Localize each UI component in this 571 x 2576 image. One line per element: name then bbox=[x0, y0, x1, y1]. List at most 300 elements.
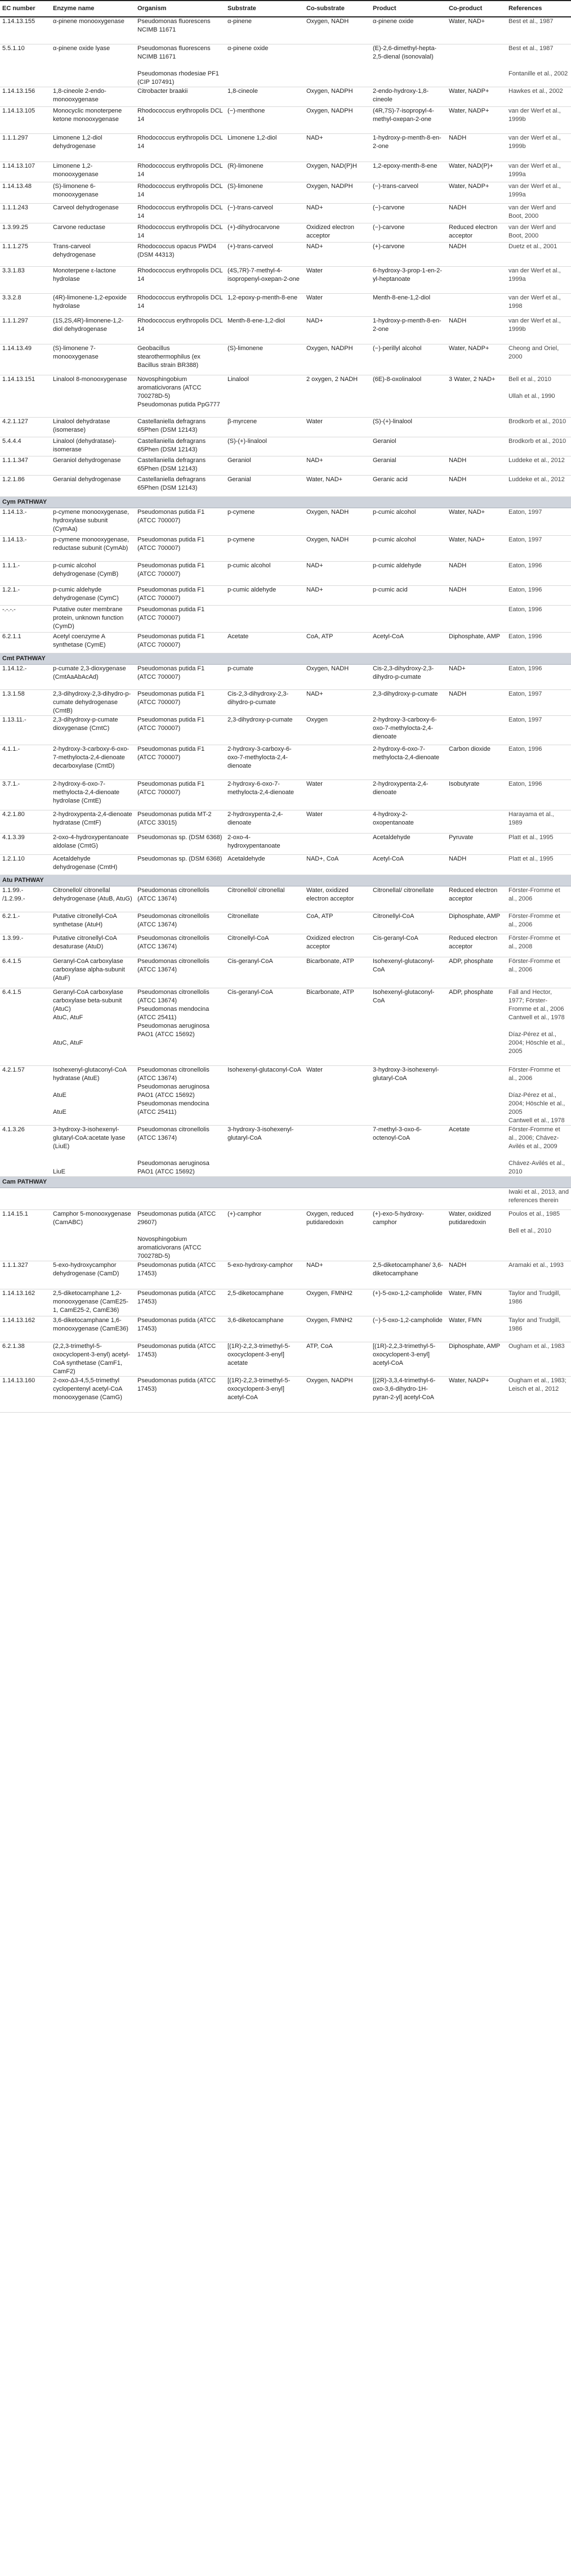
cell-product: (S)-(+)-linalool bbox=[371, 418, 447, 437]
cell-organism: Pseudomonas fluorescens NCIMB 11671 Pseudomonas rhodesiae PF1 (CIP 107491) bbox=[135, 44, 225, 87]
cell-references: van der Werf et al., 1998 bbox=[506, 294, 571, 317]
cell-ec-number: 1.1.1.347 bbox=[0, 456, 51, 476]
cell-references: Förster-Fromme et al., 2006 bbox=[506, 886, 571, 912]
cell-co-product: NADH bbox=[447, 690, 506, 716]
section-header-row bbox=[0, 875, 571, 886]
cell-co-product: Acetate bbox=[447, 1126, 506, 1177]
cell-references: Aramaki et al., 1993 bbox=[506, 1261, 571, 1289]
table-row bbox=[0, 17, 571, 44]
cell-co-substrate: NAD+ bbox=[304, 586, 371, 606]
cell-co-product: Diphosphate, AMP bbox=[447, 1342, 506, 1377]
cell-enzyme-name: Putative outer membrane protein, unknown function (CymD) bbox=[51, 606, 135, 633]
table-row bbox=[0, 780, 571, 810]
cell-organism: Pseudomonas putida (ATCC 17453) bbox=[135, 1289, 225, 1316]
cell-substrate: α-pinene oxide bbox=[225, 44, 304, 87]
cell-substrate: p-cumic alcohol bbox=[225, 562, 304, 586]
cell-organism: Pseudomonas putida MT-2 (ATCC 33015) bbox=[135, 810, 225, 834]
cell-organism: Rhodococcus erythropolis DCL 14 bbox=[135, 294, 225, 317]
table-row bbox=[0, 690, 571, 716]
cell-ec-number: 4.1.3.26 bbox=[0, 1126, 51, 1177]
cell-references: Eaton, 1996 bbox=[506, 606, 571, 633]
cell-enzyme-name: Limonene 1,2-diol dehydrogenase bbox=[51, 134, 135, 162]
cell-substrate: (S)-limonene bbox=[225, 182, 304, 204]
cell-ec-number: 1.14.13.- bbox=[0, 508, 51, 536]
cell-organism: Castellaniella defragrans 65Phen (DSM 12143) bbox=[135, 418, 225, 437]
cell-co-product bbox=[447, 418, 506, 437]
table-row bbox=[0, 294, 571, 317]
cell-organism: Pseudomonas fluorescens NCIMB 11671 bbox=[135, 17, 225, 44]
table-row bbox=[0, 957, 571, 988]
table-row bbox=[0, 934, 571, 957]
cell-co-product: ADP, phosphate bbox=[447, 988, 506, 1066]
cell-organism: Pseudomonas putida F1 (ATCC 700007) bbox=[135, 665, 225, 690]
cell-co-substrate: NAD+ bbox=[304, 243, 371, 267]
table-row bbox=[0, 162, 571, 182]
cell-ec-number: 1.3.1.58 bbox=[0, 690, 51, 716]
cell-product: [(1R)-2,2,3-trimethyl-5-oxocyclopent-3-enyl] acetyl-CoA bbox=[371, 1342, 447, 1377]
cell-product: (E)-2,6-dimethyl-hepta-2,5-dienal (isonovalal) bbox=[371, 44, 447, 87]
cell-ec-number: 1.3.99.- bbox=[0, 934, 51, 957]
table-row bbox=[0, 633, 571, 653]
cell-enzyme-name: (2,2,3-trimethyl-5-oxocyclopent-3-enyl) acetyl-CoA synthetase (CamF1, CamF2) bbox=[51, 1342, 135, 1377]
cell-references: van der Werf et al., 1999a bbox=[506, 182, 571, 204]
cell-references: Förster-Fromme et al., 2006; Chávez-Avilés et al., 2009 Chávez-Avilés et al., 2010 bbox=[506, 1126, 571, 1177]
cell-product: (−)-5-oxo-1,2-campholide bbox=[371, 1316, 447, 1342]
table-row bbox=[0, 375, 571, 418]
cell-enzyme-name: 3,6-diketocamphane 1,6-monooxygenase (CamE36) bbox=[51, 1316, 135, 1342]
cell-enzyme-name: p-cymene monooxygenase, reductase subunit (CymAb) bbox=[51, 536, 135, 562]
cell-ec-number: 1.14.13.- bbox=[0, 536, 51, 562]
cell-substrate: 3-hydroxy-3-isohexenyl-glutaryl-CoA bbox=[225, 1126, 304, 1177]
cell-substrate: 5-exo-hydroxy-camphor bbox=[225, 1261, 304, 1289]
cell-enzyme-name: Carveol dehydrogenase bbox=[51, 204, 135, 223]
table-row bbox=[0, 87, 571, 107]
cell-co-substrate bbox=[304, 1126, 371, 1177]
cell-references: Best et al., 1987 Fontanille et al., 2002 bbox=[506, 44, 571, 87]
cell-co-substrate bbox=[304, 437, 371, 456]
cell-organism: Rhodococcus erythropolis DCL 14 bbox=[135, 267, 225, 294]
cell-enzyme-name: 2-hydroxypenta-2,4-dienoate hydratase (CmtF) bbox=[51, 810, 135, 834]
cell-substrate: β-myrcene bbox=[225, 418, 304, 437]
cell-ec-number: 1.1.1.327 bbox=[0, 1261, 51, 1289]
cell-substrate: Citronellol/ citronellal bbox=[225, 886, 304, 912]
cell-co-product: NADH bbox=[447, 204, 506, 223]
cell-substrate: [(1R)-2,2,3-trimethyl-5-oxocyclopent-3-enyl] acetate bbox=[225, 1342, 304, 1377]
cell-substrate: 2,3-dihydroxy-p-cumate bbox=[225, 716, 304, 745]
cell-co-substrate: Oxygen, NAD(P)H bbox=[304, 162, 371, 182]
cell-references: Poulos et al., 1985 Bell et al., 2010 bbox=[506, 1210, 571, 1261]
table-row bbox=[0, 562, 571, 586]
cell-co-substrate: Bicarbonate, ATP bbox=[304, 988, 371, 1066]
cell-ec-number: 1.1.99.- /1.2.99.- bbox=[0, 886, 51, 912]
cell-co-product: Water, NADP+ bbox=[447, 87, 506, 107]
cell-organism: Castellaniella defragrans 65Phen (DSM 12143) bbox=[135, 437, 225, 456]
table-row bbox=[0, 437, 571, 456]
cell-product: 3-hydroxy-3-isohexenyl-glutaryl-CoA bbox=[371, 1066, 447, 1126]
cell-substrate: (R)-limonene bbox=[225, 162, 304, 182]
cell-enzyme-name: α-pinene oxide lyase bbox=[51, 44, 135, 87]
cell-co-substrate: Oxygen, NADPH bbox=[304, 107, 371, 134]
cell-references: Platt et al., 1995 bbox=[506, 834, 571, 855]
table-row bbox=[0, 134, 571, 162]
header-co-substrate: Co-substrate bbox=[304, 1, 371, 17]
cell-co-product: Reduced electron acceptor bbox=[447, 934, 506, 957]
cell-product: (−)-perillyl alcohol bbox=[371, 344, 447, 375]
cell-organism: Novosphingobium aromaticivorans (ATCC 700278D-5) Pseudomonas putida PpG777 bbox=[135, 375, 225, 418]
cell-substrate: Isohexenyl-glutaconyl-CoA bbox=[225, 1066, 304, 1126]
table-row bbox=[0, 243, 571, 267]
header-references: References bbox=[506, 1, 571, 17]
cell-enzyme-name: 2-oxo-4-hydroxypentanoate aldolase (CmtG) bbox=[51, 834, 135, 855]
cell-organism: Rhodococcus erythropolis DCL 14 bbox=[135, 182, 225, 204]
table-row bbox=[0, 988, 571, 1066]
cell-substrate: p-cumic aldehyde bbox=[225, 586, 304, 606]
cell-enzyme-name: Monocyclic monoterpene ketone monooxygenase bbox=[51, 107, 135, 134]
cell-co-substrate: NAD+, CoA bbox=[304, 855, 371, 875]
cell-enzyme-name: (4R)-limonene-1,2-epoxide hydrolase bbox=[51, 294, 135, 317]
cell-co-product: NADH bbox=[447, 134, 506, 162]
cell-co-product: Reduced electron acceptor bbox=[447, 223, 506, 243]
cell-enzyme-name: Geranial dehydrogenase bbox=[51, 476, 135, 497]
table-row bbox=[0, 508, 571, 536]
cell-substrate: 2,5-diketocamphane bbox=[225, 1289, 304, 1316]
cell-substrate: (−)-trans-carveol bbox=[225, 204, 304, 223]
cell-references: Taylor and Trudgill, 1986 bbox=[506, 1316, 571, 1342]
table-row bbox=[0, 886, 571, 912]
table-row bbox=[0, 1342, 571, 1377]
cell-product: 2-hydroxypenta-2,4-dienoate bbox=[371, 780, 447, 810]
cell-references: Iwaki et al., 2013, and references therein bbox=[506, 1188, 571, 1210]
cell-product: p-cumic alcohol bbox=[371, 508, 447, 536]
cell-references: Ougham et al., 1983; Leisch et al., 2012 bbox=[506, 1377, 571, 1413]
table-row bbox=[0, 1377, 571, 1413]
table-row bbox=[0, 267, 571, 294]
header-ec-number: EC number bbox=[0, 1, 51, 17]
cell-organism: Pseudomonas putida (ATCC 17453) bbox=[135, 1342, 225, 1377]
section-header-row bbox=[0, 653, 571, 665]
cell-co-product bbox=[447, 606, 506, 633]
cell-co-product bbox=[447, 716, 506, 745]
cell-co-substrate: Oxidized electron acceptor bbox=[304, 934, 371, 957]
cell-enzyme-name: 2-hydroxy-6-oxo-7-methylocta-2,4-dienoate hydrolase (CmtE) bbox=[51, 780, 135, 810]
cell-co-substrate: Oxygen, NADPH bbox=[304, 1377, 371, 1413]
cell-product: 1-hydroxy-p-menth-8-en-2-one bbox=[371, 134, 447, 162]
cell-product: α-pinene oxide bbox=[371, 17, 447, 44]
section-label: Cam PATHWAY bbox=[0, 1177, 571, 1188]
cell-co-substrate: NAD+ bbox=[304, 456, 371, 476]
section-label: Cym PATHWAY bbox=[0, 497, 571, 508]
cell-ec-number: 5.4.4.4 bbox=[0, 437, 51, 456]
cell-references: Cheong and Oriel, 2000 bbox=[506, 344, 571, 375]
cell-co-substrate: Water, oxidized electron acceptor bbox=[304, 886, 371, 912]
cell-references: van der Werf et al., 1999a bbox=[506, 162, 571, 182]
cell-co-substrate: Oxidized electron acceptor bbox=[304, 223, 371, 243]
cell-ec-number: 4.1.3.39 bbox=[0, 834, 51, 855]
cell-references: Harayama et al., 1989 bbox=[506, 810, 571, 834]
cell-references: Eaton, 1997 bbox=[506, 536, 571, 562]
cell-substrate: 2-oxo-4-hydroxypentanoate bbox=[225, 834, 304, 855]
cell-co-product: NADH bbox=[447, 562, 506, 586]
cell-enzyme-name: Citronellol/ citronellal dehydrogenase (AtuB, AtuG) bbox=[51, 886, 135, 912]
cell-ec-number: 1.14.13.151 bbox=[0, 375, 51, 418]
cell-co-substrate: NAD+ bbox=[304, 1261, 371, 1289]
cell-co-substrate: Oxygen, FMNH2 bbox=[304, 1316, 371, 1342]
cell-ec-number: 6.2.1.- bbox=[0, 912, 51, 934]
header-co-product: Co-product bbox=[447, 1, 506, 17]
cell-co-substrate: Water bbox=[304, 810, 371, 834]
cell-product: 7-methyl-3-oxo-6-octenoyl-CoA bbox=[371, 1126, 447, 1177]
cell-product: 6-hydroxy-3-prop-1-en-2-yl-heptanoate bbox=[371, 267, 447, 294]
cell-product: Cis-2,3-dihydroxy-2,3-dihydro-p-cumate bbox=[371, 665, 447, 690]
table-row bbox=[0, 834, 571, 855]
cell-co-substrate: NAD+ bbox=[304, 317, 371, 344]
cell-enzyme-name: 2-oxo-Δ3-4,5,5-trimethyl cyclopentenyl acetyl-CoA monooxygenase (CamG) bbox=[51, 1377, 135, 1413]
cell-substrate: 2-hydroxy-6-oxo-7-methylocta-2,4-dienoate bbox=[225, 780, 304, 810]
cell-co-product: Water, FMN bbox=[447, 1316, 506, 1342]
cell-enzyme-name: (1S,2S,4R)-limonene-1,2-diol dehydrogenase bbox=[51, 317, 135, 344]
cell-product: Isohexenyl-glutaconyl-CoA bbox=[371, 988, 447, 1066]
table-row bbox=[0, 1188, 571, 1210]
cell-co-substrate: NAD+ bbox=[304, 134, 371, 162]
cell-organism: Pseudomonas putida (ATCC 17453) bbox=[135, 1377, 225, 1413]
cell-ec-number: 4.2.1.80 bbox=[0, 810, 51, 834]
cell-ec-number: 1.1.1.297 bbox=[0, 317, 51, 344]
cell-organism: Pseudomonas putida (ATCC 17453) bbox=[135, 1316, 225, 1342]
table-row bbox=[0, 1210, 571, 1261]
cell-organism: Castellaniella defragrans 65Phen (DSM 12143) bbox=[135, 456, 225, 476]
cell-ec-number: 1.14.13.160 bbox=[0, 1377, 51, 1413]
cell-co-substrate: NAD+ bbox=[304, 690, 371, 716]
cell-substrate: 2-hydroxy-3-carboxy-6-oxo-7-methylocta-2,4-dienoate bbox=[225, 745, 304, 780]
cell-product: Cis-geranyl-CoA bbox=[371, 934, 447, 957]
header-row bbox=[0, 1, 571, 17]
cell-substrate: [(1R)-2,2,3-trimethyl-5-oxocyclopent-3-enyl] acetyl-CoA bbox=[225, 1377, 304, 1413]
section-label: Cmt PATHWAY bbox=[0, 653, 571, 665]
cell-co-product: Water, NAD+ bbox=[447, 508, 506, 536]
cell-organism: Pseudomonas citronellolis (ATCC 13674) Pseudomonas aeruginosa PAO1 (ATCC 15692) bbox=[135, 1126, 225, 1177]
cell-substrate: (S)-limonene bbox=[225, 344, 304, 375]
cell-co-product: NADH bbox=[447, 243, 506, 267]
cell-enzyme-name: 2,3-dihydroxy-2,3-dihydro-p-cumate dehydrogenase (CmtB) bbox=[51, 690, 135, 716]
cell-product: [(2R)-3,3,4-trimethyl-6-oxo-3,6-dihydro-1H-pyran-2-yl] acetyl-CoA bbox=[371, 1377, 447, 1413]
cell-co-product: Diphosphate, AMP bbox=[447, 912, 506, 934]
cell-substrate: (4S,7R)-7-methyl-4-isopropenyl-oxepan-2-one bbox=[225, 267, 304, 294]
cell-substrate: p-cymene bbox=[225, 508, 304, 536]
cell-co-substrate: NAD+ bbox=[304, 204, 371, 223]
cell-co-substrate: ATP, CoA bbox=[304, 1342, 371, 1377]
cell-product bbox=[371, 606, 447, 633]
cell-enzyme-name: Putative citronellyl-CoA synthetase (AtuH) bbox=[51, 912, 135, 934]
cell-references: Luddeke et al., 2012 bbox=[506, 456, 571, 476]
cell-enzyme-name: 5-exo-hydroxycamphor dehydrogenase (CamD) bbox=[51, 1261, 135, 1289]
cell-co-product: NADH bbox=[447, 1261, 506, 1289]
cell-product: (+)-exo-5-hydroxy-camphor bbox=[371, 1210, 447, 1261]
cell-organism bbox=[135, 1188, 225, 1210]
cell-substrate: Cis-2,3-dihydroxy-2,3-dihydro-p-cumate bbox=[225, 690, 304, 716]
cell-references: van der Werf et al., 1999b bbox=[506, 317, 571, 344]
cell-co-product: Water, NAD+ bbox=[447, 536, 506, 562]
cell-organism: Rhodococcus erythropolis DCL 14 bbox=[135, 204, 225, 223]
cell-product: Acetyl-CoA bbox=[371, 633, 447, 653]
cell-co-substrate: CoA, ATP bbox=[304, 912, 371, 934]
cell-substrate: 3,6-diketocamphane bbox=[225, 1316, 304, 1342]
table-row bbox=[0, 810, 571, 834]
cell-product: (+)-carvone bbox=[371, 243, 447, 267]
cell-enzyme-name: 2,3-dihydroxy-p-cumate dioxygenase (CmtC) bbox=[51, 716, 135, 745]
cell-product: p-cumic alcohol bbox=[371, 536, 447, 562]
cell-ec-number: 4.1.1.- bbox=[0, 745, 51, 780]
cell-substrate: Linalool bbox=[225, 375, 304, 418]
table-row bbox=[0, 586, 571, 606]
cell-product: p-cumic acid bbox=[371, 586, 447, 606]
cell-ec-number: 1.14.13.155 bbox=[0, 17, 51, 44]
cell-organism: Pseudomonas putida F1 (ATCC 700007) bbox=[135, 536, 225, 562]
cell-co-substrate: Oxygen, NADPH bbox=[304, 344, 371, 375]
cell-substrate: Citronellate bbox=[225, 912, 304, 934]
cell-ec-number: 1.14.13.156 bbox=[0, 87, 51, 107]
cell-substrate bbox=[225, 1188, 304, 1210]
cell-organism: Pseudomonas putida F1 (ATCC 700007) bbox=[135, 716, 225, 745]
cell-co-substrate: Oxygen, reduced putidaredoxin bbox=[304, 1210, 371, 1261]
cell-enzyme-name: 2-hydroxy-3-carboxy-6-oxo-7-methylocta-2,4-dienoate decarboxylase (CmtD) bbox=[51, 745, 135, 780]
cell-co-substrate: Oxygen, NADH bbox=[304, 536, 371, 562]
cell-organism: Castellaniella defragrans 65Phen (DSM 12143) bbox=[135, 476, 225, 497]
cell-product: (−)-carvone bbox=[371, 204, 447, 223]
cell-product: 4-hydroxy-2-oxopentanoate bbox=[371, 810, 447, 834]
cell-co-product: NADH bbox=[447, 456, 506, 476]
cell-co-substrate: Oxygen, NADH bbox=[304, 17, 371, 44]
table-row bbox=[0, 912, 571, 934]
cell-references: Fall and Hector, 1977; Förster-Fromme et al., 2006 Cantwell et al., 1978 Díaz-Pérez et al., 2004; Höschle et al., 2005 bbox=[506, 988, 571, 1066]
cell-product: Isohexenyl-glutaconyl-CoA bbox=[371, 957, 447, 988]
cell-references: Best et al., 1987 bbox=[506, 17, 571, 44]
cell-product: 2-hydroxy-3-carboxy-6-oxo-7-methylocta-2,4-dienoate bbox=[371, 716, 447, 745]
cell-co-substrate bbox=[304, 606, 371, 633]
cell-ec-number: 1.14.13.48 bbox=[0, 182, 51, 204]
cell-enzyme-name: 2,5-diketocamphane 1,2-monooxygenase (CamE25-1, CamE25-2, CamE36) bbox=[51, 1289, 135, 1316]
cell-product: Menth-8-ene-1,2-diol bbox=[371, 294, 447, 317]
cell-enzyme-name: Limonene 1,2-monooxygenase bbox=[51, 162, 135, 182]
cell-organism: Rhodococcus erythropolis DCL 14 bbox=[135, 223, 225, 243]
cell-organism: Pseudomonas putida (ATCC 17453) bbox=[135, 1261, 225, 1289]
cell-product: (−)-trans-carveol bbox=[371, 182, 447, 204]
cell-references: Förster-Fromme et al., 2006 bbox=[506, 957, 571, 988]
cell-co-substrate: Oxygen, NADPH bbox=[304, 182, 371, 204]
cell-product: 1,2-epoxy-menth-8-ene bbox=[371, 162, 447, 182]
cell-co-product: Water, NAD(P)+ bbox=[447, 162, 506, 182]
cell-co-substrate: Water bbox=[304, 1066, 371, 1126]
table-row bbox=[0, 1066, 571, 1126]
cell-product: 2,5-diketocamphane/ 3,6-diketocamphane bbox=[371, 1261, 447, 1289]
cell-co-substrate: Bicarbonate, ATP bbox=[304, 957, 371, 988]
cell-ec-number: 1.14.12.- bbox=[0, 665, 51, 690]
cell-ec-number: 1.14.13.162 bbox=[0, 1316, 51, 1342]
cell-substrate: Geraniol bbox=[225, 456, 304, 476]
cell-enzyme-name: p-cumate 2,3-dioxygenase (CmtAaAbAcAd) bbox=[51, 665, 135, 690]
cell-references: Platt et al., 1995 bbox=[506, 855, 571, 875]
cell-co-substrate: Water bbox=[304, 780, 371, 810]
cell-enzyme-name bbox=[51, 1188, 135, 1210]
cell-co-substrate: Oxygen, NADPH bbox=[304, 87, 371, 107]
cell-co-substrate: Water, NAD+ bbox=[304, 476, 371, 497]
cell-enzyme-name: Carvone reductase bbox=[51, 223, 135, 243]
cell-enzyme-name: Linalool dehydratase (isomerase) bbox=[51, 418, 135, 437]
table-row bbox=[0, 1316, 571, 1342]
cell-organism: Rhodococcus opacus PWD4 (DSM 44313) bbox=[135, 243, 225, 267]
cell-enzyme-name: α-pinene monooxygenase bbox=[51, 17, 135, 44]
cell-co-product: Pyruvate bbox=[447, 834, 506, 855]
cell-substrate bbox=[225, 606, 304, 633]
cell-product: Citronellal/ citronellate bbox=[371, 886, 447, 912]
table-row bbox=[0, 182, 571, 204]
cell-ec-number: 6.2.1.1 bbox=[0, 633, 51, 653]
cell-references: Taylor and Trudgill, 1986 bbox=[506, 1289, 571, 1316]
cell-organism: Pseudomonas citronellolis (ATCC 13674) bbox=[135, 886, 225, 912]
header-product: Product bbox=[371, 1, 447, 17]
cell-ec-number: 1.14.13.49 bbox=[0, 344, 51, 375]
cell-co-substrate: NAD+ bbox=[304, 562, 371, 586]
cell-references: van der Werf et al., 1999a bbox=[506, 267, 571, 294]
table-row bbox=[0, 418, 571, 437]
table-row bbox=[0, 204, 571, 223]
cell-product: 1-hydroxy-p-menth-8-en-2-one bbox=[371, 317, 447, 344]
cell-ec-number: 1.1.1.297 bbox=[0, 134, 51, 162]
cell-references: Förster-Fromme et al., 2008 bbox=[506, 934, 571, 957]
cell-references: Brodkorb et al., 2010 bbox=[506, 418, 571, 437]
cell-ec-number bbox=[0, 1188, 51, 1210]
section-header-row bbox=[0, 497, 571, 508]
cell-product: Acetyl-CoA bbox=[371, 855, 447, 875]
cell-substrate: Acetaldehyde bbox=[225, 855, 304, 875]
cell-substrate: Limonene 1,2-diol bbox=[225, 134, 304, 162]
cell-co-substrate: Oxygen, FMNH2 bbox=[304, 1289, 371, 1316]
cell-references: van der Werf and Boot, 2000 bbox=[506, 204, 571, 223]
cell-enzyme-name: Acetaldehyde dehydrogenase (CmtH) bbox=[51, 855, 135, 875]
cell-product: (−)-carvone bbox=[371, 223, 447, 243]
cell-organism: Pseudomonas putida F1 (ATCC 700007) bbox=[135, 562, 225, 586]
cell-ec-number: 6.4.1.5 bbox=[0, 957, 51, 988]
table-row bbox=[0, 1261, 571, 1289]
cell-product: (4R,7S)-7-isopropyl-4-methyl-oxepan-2-one bbox=[371, 107, 447, 134]
cell-references: Eaton, 1996 bbox=[506, 745, 571, 780]
cell-organism: Pseudomonas sp. (DSM 6368) bbox=[135, 834, 225, 855]
cell-organism: Pseudomonas putida F1 (ATCC 700007) bbox=[135, 633, 225, 653]
cell-references: Hawkes et al., 2002 bbox=[506, 87, 571, 107]
cell-enzyme-name: Isohexenyl-glutaconyl-CoA hydratase (AtuE) AtuE AtuE bbox=[51, 1066, 135, 1126]
cell-substrate: p-cymene bbox=[225, 536, 304, 562]
cell-references: Duetz et al., 2001 bbox=[506, 243, 571, 267]
cell-enzyme-name: p-cymene monooxygenase, hydroxylase subunit (CymAa) bbox=[51, 508, 135, 536]
cell-organism: Pseudomonas putida F1 (ATCC 700007) bbox=[135, 690, 225, 716]
cell-ec-number: 1.3.99.25 bbox=[0, 223, 51, 243]
cell-organism: Pseudomonas putida F1 (ATCC 700007) bbox=[135, 745, 225, 780]
table-row bbox=[0, 344, 571, 375]
cell-ec-number: 3.3.2.8 bbox=[0, 294, 51, 317]
cell-product: Geranic acid bbox=[371, 476, 447, 497]
cell-product: 2-endo-hydroxy-1,8-cineole bbox=[371, 87, 447, 107]
cell-co-substrate: 2 oxygen, 2 NADH bbox=[304, 375, 371, 418]
cell-references: Luddeke et al., 2012 bbox=[506, 476, 571, 497]
cell-enzyme-name: Monoterpene ε-lactone hydrolase bbox=[51, 267, 135, 294]
cell-references: Ougham et al., 1983 bbox=[506, 1342, 571, 1377]
cell-product: (+)-5-oxo-1,2-campholide bbox=[371, 1289, 447, 1316]
cell-organism: Pseudomonas citronellolis (ATCC 13674) bbox=[135, 934, 225, 957]
cell-co-product: 3 Water, 2 NAD+ bbox=[447, 375, 506, 418]
cell-co-product: ADP, phosphate bbox=[447, 957, 506, 988]
cell-enzyme-name: Camphor 5-monooxygenase (CamABC) bbox=[51, 1210, 135, 1261]
cell-substrate: (S)-(+)-linalool bbox=[225, 437, 304, 456]
cell-ec-number: 1.14.13.105 bbox=[0, 107, 51, 134]
